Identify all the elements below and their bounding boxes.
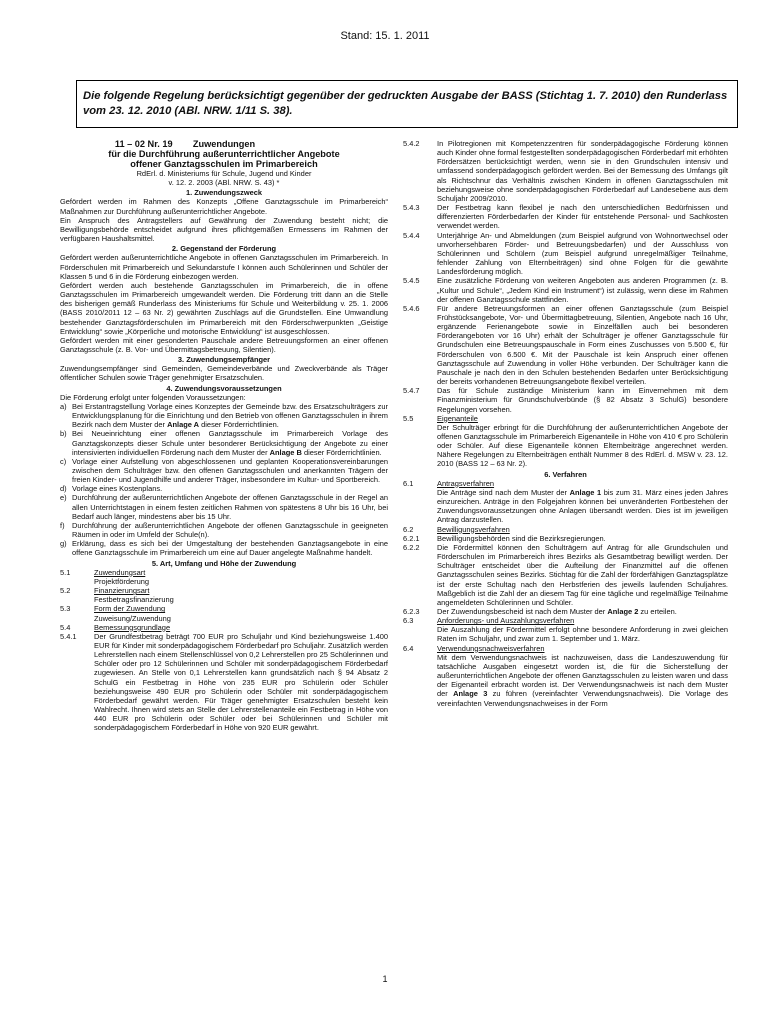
clause-text: Der Schulträger erbringt für die Durchführung der außerunterrichtlichen Angebote der offenen Ganztagsschule im Primarbereich Eigenanteile in Höhe von 410 € pro Schülerin oder Schüler. Auf diese Eigenanteile können Elternbeiträge angerechnet werden. Nähere Regelungen zu Elternbeiträgen enthält Nummer 8 des RdErl. d. MSW v. 23. 12. 2010 (BASS 12 – 63 Nr. 2). [437, 422, 728, 469]
clause-title: Verwendungsnachweisverfahren [437, 643, 545, 653]
clause-number: 5.4.5 [403, 276, 420, 286]
list-marker: g) [60, 539, 67, 549]
clause-text: Projektförderung [94, 576, 149, 586]
clause-text: Das für Schule zuständige Ministerium kann im Einvernehmen mit dem Finanzministerium für Grundschulverbünde (§ 82 Absatz 3 SchulG) besondere Regelungen vorsehen. [437, 386, 728, 414]
clause-5-1 [60, 568, 388, 586]
clause-number: 5.1 [60, 567, 71, 577]
section-1-heading: 1. Zuwendungszweck [185, 188, 263, 198]
clause-text: Die Anträge sind nach dem Muster der [437, 487, 568, 497]
clause-6-1 [403, 479, 728, 525]
clause-5-2 [60, 586, 388, 604]
clause-number: 6.3 [403, 616, 414, 626]
clause-6-2 [403, 525, 728, 534]
clause-text: Zuweisung/Zuwendung [94, 613, 171, 623]
clause-title: Form der Zuwendung [94, 604, 166, 614]
right-column [403, 139, 728, 708]
clause-text: Die Auszahlung der Fördermittel erfolgt ohne besondere Anforderung in zwei gleichen Raten im Schuljahr, und zwar zum 1. September und 1. März. [437, 625, 728, 644]
title-line3: offener Ganztagsschulen im Primarbereich [130, 159, 318, 169]
list-marker: e) [60, 493, 67, 503]
section-4-intro: Die Förderung erfolgt unter folgenden Voraussetzungen: [60, 392, 246, 402]
clause-title: Anforderungs- und Auszahlungsverfahren [437, 616, 575, 626]
clause-text: Der Festbetrag kann flexibel je nach den unterschiedlichen Bedürfnissen und differenzierten Förderbedarfen der Kinder für entstehende Personal- und Sachkosten verwendet werden. [437, 203, 728, 231]
clause-title: Eigenanteile [437, 413, 478, 423]
clause-number: 5.5 [403, 413, 414, 423]
clause-number: 5.4.6 [403, 303, 420, 313]
clause-number: 6.4 [403, 643, 414, 653]
list-item-e [60, 493, 388, 520]
section-2-heading: 2. Gegenstand der Förderung [171, 244, 277, 254]
clause-text: Festbetragsfinanzierung [94, 595, 174, 605]
clause-6-2-3 [403, 607, 728, 616]
list-item-c [60, 457, 388, 484]
list-text: Durchführung der außerunterrichtlichen Angebote der offenen Ganztagsschule in geeigneten Räumen in oder im Umfeld der Schule(n). [72, 520, 388, 540]
clause-number: 6.2.3 [403, 606, 420, 616]
section-4-heading: 4. Zuwendungsvoraussetzungen [166, 383, 282, 393]
clause-6-2-2 [403, 543, 728, 607]
list-text: Vorlage eines Kostenplans. [72, 484, 163, 494]
clause-text-tail: bis zum 31. März eines jeden Jahres einzureichen. Anträge in den Folgejahren können bei unveränderten Fortbestehen der Zuwendungsvoraussetzungen ohne Anlagen übersandt werden. Dies ist im jeweiligen Antrag darzustellen. [437, 487, 729, 525]
list-text: Vorlage einer Aufstellung von abgeschlossenen und geplanten Kooperationsvereinbarungen zwischen dem Schulträger bzw. den offenen Ganztagsschulen und anerkannten Trägern der freien Kinder- und Jugendhilfe und anderer Träger, insbesondere im Kultur- und Sportbereich. [72, 456, 388, 485]
section-3-p1: Zuwendungsempfänger sind Gemeinden, Gemeindeverbände und Zweckverbände als Träger öffentlicher Schulen sowie Träger genehmigter Ersatzschulen. [60, 364, 388, 383]
clause-5-3 [60, 604, 388, 622]
section-5-heading: 5. Art, Umfang und Höhe der Zuwendung [151, 558, 297, 568]
list-text: Bei Neueinrichtung einer offenen Ganztagsschule im Primarbereich Vorlage des Ganztagskonzepts dieser Schule unter besonderer Berücksichtigung der Angebote zu einer intensivierten individuellen Förderung nach dem Muster der [72, 429, 388, 457]
clause-5-4-1 [60, 632, 388, 733]
annex-ref: Anlage 2 [607, 606, 639, 616]
list-text: Erklärung, dass es sich bei der Umgestaltung der bestehenden Ganztagsangebote in eine offene Ganztagsschule im Primarbereich um eine auf Dauer angelegte Maßnahme handelt. [72, 539, 388, 558]
clause-number: 5.3 [60, 604, 71, 614]
section-2-p3: Gefördert werden mit einer gesonderten Pauschale andere Betreuungsformen an einer offenen Ganztagsschule (z. B. Vor- und Übermittagsbetreuung, Silentien). [60, 335, 388, 354]
annex-ref: Anlage 3 [453, 689, 488, 699]
clause-number: 5.2 [60, 586, 71, 596]
title-number: 11 – 02 Nr. 19 [114, 139, 173, 149]
clause-number: 6.2 [403, 524, 414, 534]
decree-meta2: v. 12. 2. 2003 (ABl. NRW. S. 43) * [168, 178, 280, 188]
annex-ref: Anlage 1 [569, 487, 602, 497]
clause-5-4-3 [403, 203, 728, 230]
section-6-heading: 6. Verfahren [544, 469, 587, 479]
clause-text: Der Grundfestbetrag beträgt 700 EUR pro Schuljahr und Kind beziehungsweise 1.400 EUR für Kinder mit sonderpädagogischem Förderbedarf pro Schuljahr. Zusätzlich werden Lehrerstellen nach einem Stellenschlüssel von 0,2 Lehrerstellen pro 25 Schülerinnen und Schüler oder pro 12 Schülerinnen und Schüler mit sonderpädagogischem Förderbedarf zugewiesen. An Stelle von 0,1 Lehrerstellen kann grundsätzlich nach § 94 Absatz 2 SchulG ein Festbetrag in Höhe von 235 EUR pro Schülerin oder Schüler beziehungsweise 490 EUR pro Schülerin oder Schüler mit sonderpädagogischem Förderbedarf gewährt werden. Für Träger genehmigter Ersatzschulen besteht kein Wahlrecht. Ihnen wird stets an Stelle der Lehrerstellenanteile ein Festbetrag in Höhe von 440 EUR pro Schülerin oder Schüler oder bei Schülerinnen und Schüler mit sonderpädagogischem Förderbedarf in Höhe von 920 EUR gewährt. [94, 631, 388, 733]
notice-box: Die folgende Regelung berücksichtigt gegenüber der gedruckten Ausgabe der BASS (Stichtag 1. 7. 2010) den Runderlass vom 23. 12. 2010 (ABl. NRW. 1/11 S. 38). [76, 80, 738, 128]
clause-5-4-4 [403, 231, 728, 277]
clause-text: Die Fördermittel können den Schulträgern auf Antrag für alle Grundschulen und Förderschulen im Primarbereich ihres Bezirks als Gesamtbetrag bewilligt werden. Der Schulträger entscheidet über die Aufteilung der Finanzmittel auf die offenen Ganztagsschulen seines Bezirks. Stichtag für die Zahl der förderfähigen Ganztagsplätze ist der erste Schultag nach den Herbstferien des jeweils laufenden Schuljahres. Maßgeblich ist die Zahl der an diesem Tag für eine tägliche und regelmäßige Teilnahme angemeldeten Schülerinnen und Schüler. [437, 542, 728, 607]
clause-5-4 [60, 623, 388, 632]
clause-5-4-2 [403, 139, 728, 203]
clause-5-4-7 [403, 386, 728, 413]
left-column [60, 139, 388, 733]
clause-title: Finanzierungsart [94, 586, 150, 596]
clause-text: Bewilligungsbehörden sind die Bezirksregierungen. [437, 533, 606, 543]
list-text: Durchführung der außerunterrichtlichen Angebote der offenen Ganztagsschule in der Regel an allen Unterrichtstagen in einem festen zeitlichen Rahmen von spätestens 8 Uhr bis 16 Uhr, bei Bedarf auch länger, mindestens aber bis 15 Uhr. [72, 493, 388, 521]
stand-date: Stand: 15. 1. 2011 [340, 30, 430, 42]
clause-text-tail: zu erteilen. [640, 606, 677, 616]
list-item-g [60, 539, 388, 557]
section-3-heading: 3. Zuwendungsempfänger [177, 355, 271, 365]
section-2-p2: Gefördert werden auch bestehende Ganztagsschulen im Primarbereich, die in offene Ganztagsschulen im Primarbereich umgewandelt werden. Die Förderung tritt dann an die Stelle des bisherigen gemäß Runderlass des Ministeriums für Schule und Weiterbildung v. 25. 1. 2006 (BASS 2010/2011 12 – 63 Nr. 2) gewährten Zuschlags auf die Grundstellen. Eine Umwandlung bestehender Ganztagsförderschulen im Primarbereich mit den Förderschwerpunkten „Geistige Entwicklung“ sowie „Körperliche und motorische Entwicklung“ ist ausgeschlossen. [60, 280, 388, 336]
clause-number: 6.1 [403, 478, 414, 488]
clause-text: Der Zuwendungsbescheid ist nach dem Muster der [437, 606, 606, 616]
clause-5-4-5 [403, 276, 728, 303]
clause-number: 5.4.2 [403, 139, 420, 148]
list-text-tail: dieser Förderrichtlinien. [201, 420, 279, 430]
clause-text: Unterjährige An- und Abmeldungen (zum Beispiel aufgrund von Wohnortwechsel oder unvorhersehbaren Förder- und Betreuungsbedarfen) und der Ausschluss von Schülerinnen und Schülern (zum Beispiel aufgrund unregelmäßiger Teilnahme, fehlender Zahlung von Elternbeiträgen) sind ohne Folgen für die gewährte Landesförderung möglich. [437, 230, 728, 277]
title-line2: für die Durchführung außerunterrichtlicher Angebote [108, 149, 340, 159]
page-number: 1 [382, 974, 388, 984]
clause-number: 6.2.2 [403, 542, 420, 552]
list-marker: c) [60, 456, 67, 466]
clause-number: 5.4.7 [403, 386, 420, 396]
section-2-p1: Gefördert werden außerunterrichtliche Angebote in offenen Ganztagsschulen im Primarbereich. In Förderschulen mit Primarbereich und Sekundarstufe I können auch Schülerinnen und Schüler der Klassen 5 und 6 in die Förderung einbezogen werden. [60, 253, 388, 281]
list-marker: f) [60, 520, 65, 530]
clause-5-5 [403, 414, 728, 469]
clause-text: Für andere Betreuungsformen an einer offenen Ganztagsschule (zum Beispiel Frühstücksangebote, Vor- und Übermittagbetreuung, Silentien, Angebote nach 16 Uhr, ergänzende Ferienangebote sowie in Einzelfällen auch bei besonderen Förderangeboten vor 16 Uhr) erhält der Schulträger je offener Ganztagsschule für Grundschulen eine Betreuungspauschale in Form eines Zuschusses von 5.500 €, für Förderschulen von 6.500 €. Mit der Pauschale ist kein Anspruch einer offenen Ganztagsschule auf Zuwendung in voller Höhe verbunden. Der Schulträger kann die Pauschale je nach den in den Schulen bestehenden Bedarfen unter Berücksichtigung der bereits vorhandenen Betreuungsangebote flexibel verteilen. [437, 303, 728, 387]
list-text-tail: dieser Förderrichtlinien. [303, 447, 382, 457]
clause-title: Zuwendungsart [94, 567, 146, 577]
clause-text: Mit dem Verwendungsnachweis ist nachzuweisen, dass die Landeszuwendung für tatsächliche Ausgaben eingesetzt worden ist, die für die Sicherstellung der außerunterrichtlichen Angebote der offenen Ganztagsschulen zu leisten waren und dass der Eigenanteil erbracht worden ist. Der Verwendungsnachweis ist nach dem Muster der [437, 652, 728, 699]
decree-meta1: RdErl. d. Ministeriums für Schule, Jugend und Kinder [136, 169, 312, 178]
clause-5-4-6 [403, 304, 728, 386]
title-line1: Zuwendungen [192, 139, 256, 149]
title-block [60, 139, 388, 169]
annex-ref: Anlage A [167, 420, 200, 430]
list-item-d [60, 484, 388, 493]
clause-title: Antragsverfahren [437, 478, 495, 488]
clause-6-4 [403, 644, 728, 708]
list-item-f [60, 521, 388, 539]
list-item-a [60, 402, 388, 429]
list-text: Bei Erstantragstellung Vorlage eines Konzeptes der Gemeinde bzw. des Ersatzschulträgers zur Entwicklungsplanung für die Einrichtung und den Betrieb von offenen Ganztagsschulen in ihrem Bezirk nach dem Muster der [72, 401, 388, 430]
clause-number: 5.4.1 [60, 631, 77, 641]
clause-number: 6.2.1 [403, 533, 420, 543]
list-item-b [60, 429, 388, 456]
clause-number: 5.4.3 [403, 203, 420, 213]
list-marker: b) [60, 429, 67, 439]
section-1-p2: Ein Anspruch des Antragstellers auf Gewährung der Zuwendung besteht nicht; die Bewilligungsbehörde entscheidet aufgrund ihres pflichtgemäßen Ermessens im Rahmen der verfügbaren Haushaltsmittel. [60, 215, 388, 244]
annex-ref: Anlage B [269, 447, 302, 457]
list-marker: d) [60, 484, 67, 494]
clause-number: 5.4 [60, 622, 71, 632]
clause-text-tail: zu führen (vereinfachter Verwendungsnachweis). Die Vorlage des vereinfachten Verwendungsnachweises in der Form [437, 689, 729, 708]
list-marker: a) [60, 401, 67, 411]
clause-title: Bewilligungsverfahren [437, 524, 510, 534]
clause-title: Bemessungsgrundlage [94, 622, 171, 632]
clause-number: 5.4.4 [403, 230, 420, 240]
clause-text: In Pilotregionen mit Kompetenzzentren für sonderpädagogische Förderung können auch Kinder ohne formal festgestellten sonderpädagogischen Förderbedarf mit erhöhten Fördersätzen berücksichtigt werden, wenn sie in den Grundschulen intensiv und umfassend sonderpädagogisch gefördert werden. Bei der Bemessung des Umfangs gilt als Richtschnur das Verhältnis zwischen Kindern in offenen Ganztagsschulen mit beziehungsweise ohne sonderpädagogischen Förderbedarf auf Landesebene aus dem Schuljahr 2009/2010. [437, 139, 728, 203]
section-1-p1: Gefördert werden im Rahmen des Konzepts „Offene Ganztagsschule im Primarbereich“ Maßnahmen zur Durchführung außerunterrichtlicher Angebote. [60, 197, 388, 216]
clause-6-2-1 [403, 534, 728, 543]
clause-text: Eine zusätzliche Förderung von weiteren Angeboten aus anderen Programmen (z. B. „Kultur und Schule“, „Jedem Kind ein Instrument“) ist zulässig, wenn diese im Rahmen der offenen Ganztagsschule stattfinden. [437, 276, 728, 304]
clause-6-3 [403, 616, 728, 643]
